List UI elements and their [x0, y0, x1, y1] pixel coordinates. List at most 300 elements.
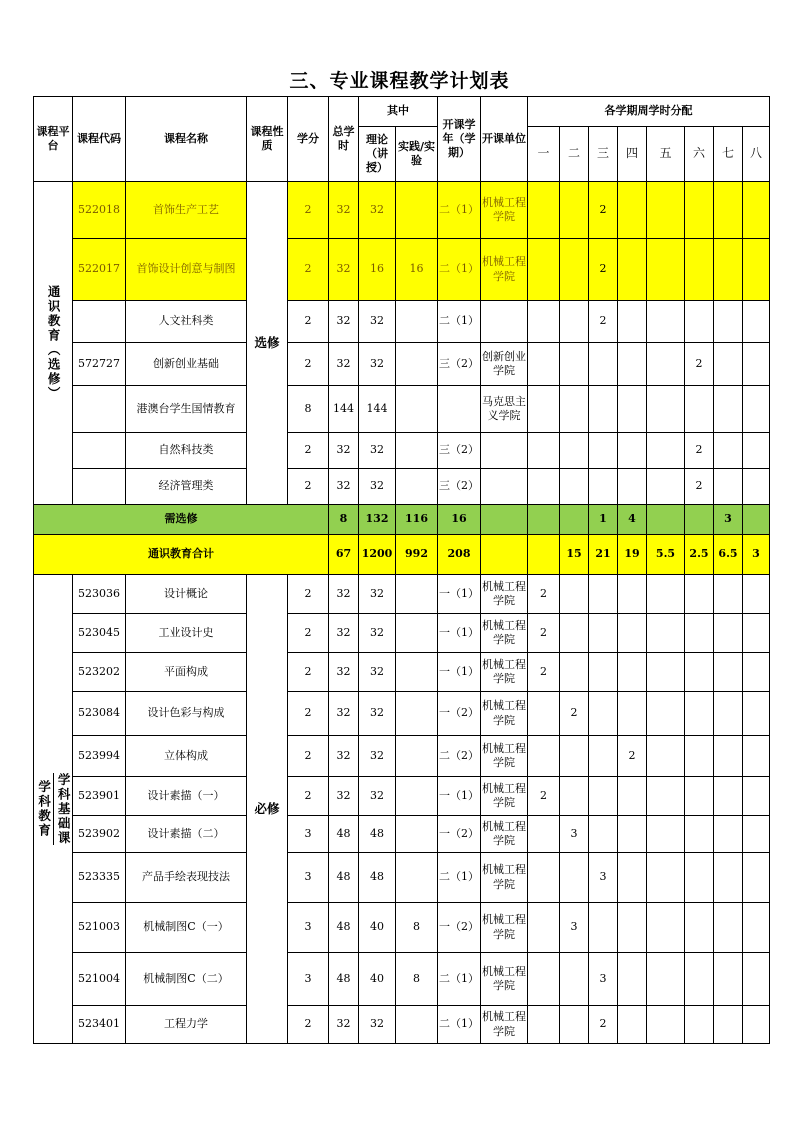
course-total-hours: 32 [329, 614, 359, 653]
term-hours-4 [618, 953, 647, 1006]
term-hours-8 [743, 239, 770, 301]
term-hours-2: 3 [560, 816, 589, 853]
term-hours-5 [647, 903, 685, 953]
term-hours-7 [714, 301, 743, 343]
term-hours-6 [685, 653, 714, 692]
term-hours-2 [560, 386, 589, 433]
term-hours-6 [685, 239, 714, 301]
course-name: 设计素描（一） [126, 777, 247, 816]
course-code: 523902 [73, 816, 126, 853]
course-code: 523036 [73, 575, 126, 614]
term-hours-6 [685, 386, 714, 433]
term-hours-6: 2 [685, 343, 714, 386]
course-code [73, 386, 126, 433]
course-credit: 2 [288, 182, 329, 239]
course-name: 港澳台学生国情教育 [126, 386, 247, 433]
general-total-row-term-5: 2.5 [685, 535, 714, 575]
term-hours-4 [618, 614, 647, 653]
general-total-row-label: 通识教育合计 [34, 535, 329, 575]
table-row [34, 853, 770, 903]
term-hours-7 [714, 692, 743, 736]
course-theory-hours: 48 [359, 816, 396, 853]
term-hours-5 [647, 853, 685, 903]
term-hours-3 [589, 777, 618, 816]
course-name: 机械制图C（二） [126, 953, 247, 1006]
course-total-hours: 32 [329, 239, 359, 301]
course-unit: 机械工程学院 [481, 575, 528, 614]
term-hours-8 [743, 736, 770, 777]
required-elective-row-term-2: 1 [589, 505, 618, 535]
term-hours-1 [528, 386, 560, 433]
course-practice-hours [396, 853, 438, 903]
course-credit: 8 [288, 386, 329, 433]
term-hours-6 [685, 853, 714, 903]
course-practice-hours [396, 386, 438, 433]
term-hours-3 [589, 386, 618, 433]
term-hours-8 [743, 343, 770, 386]
required-elective-row-credit: 8 [329, 505, 359, 535]
term-hours-3 [589, 692, 618, 736]
term-hours-3: 2 [589, 182, 618, 239]
table-row [34, 575, 770, 614]
table-row [34, 1006, 770, 1044]
term-hours-6 [685, 736, 714, 777]
course-total-hours: 32 [329, 736, 359, 777]
course-theory-hours: 32 [359, 1006, 396, 1044]
header-credit: 学分 [288, 97, 329, 182]
term-hours-5 [647, 469, 685, 505]
general-total-row-term-4: 5.5 [647, 535, 685, 575]
course-nature: 选修 [247, 182, 288, 505]
course-theory-hours: 32 [359, 575, 396, 614]
term-hours-1: 2 [528, 614, 560, 653]
course-total-hours: 32 [329, 777, 359, 816]
course-credit: 2 [288, 433, 329, 469]
term-hours-1 [528, 816, 560, 853]
term-hours-8 [743, 816, 770, 853]
term-hours-1 [528, 239, 560, 301]
term-hours-1 [528, 953, 560, 1006]
term-hours-2: 2 [560, 692, 589, 736]
term-hours-6 [685, 903, 714, 953]
course-name: 平面构成 [126, 653, 247, 692]
term-hours-3 [589, 343, 618, 386]
course-credit: 2 [288, 614, 329, 653]
term-hours-8 [743, 386, 770, 433]
term-hours-5 [647, 614, 685, 653]
term-hours-5 [647, 343, 685, 386]
term-hours-4: 2 [618, 736, 647, 777]
term-hours-4 [618, 343, 647, 386]
course-credit: 2 [288, 777, 329, 816]
term-hours-7 [714, 614, 743, 653]
course-name: 产品手绘表现技法 [126, 853, 247, 903]
course-theory-hours: 32 [359, 343, 396, 386]
table-row [34, 239, 770, 301]
course-semester: 三（2） [438, 433, 481, 469]
header-term-6: 六 [685, 127, 714, 182]
course-credit: 2 [288, 692, 329, 736]
table-row [34, 653, 770, 692]
course-practice-hours [396, 433, 438, 469]
course-credit: 3 [288, 953, 329, 1006]
course-code: 523901 [73, 777, 126, 816]
term-hours-8 [743, 575, 770, 614]
course-semester: 一（2） [438, 692, 481, 736]
course-semester: 二（1） [438, 1006, 481, 1044]
required-elective-row-semester [481, 505, 528, 535]
required-elective-row-practice: 16 [438, 505, 481, 535]
header-platform: 课程平台 [34, 97, 73, 182]
course-unit: 马克思主义学院 [481, 386, 528, 433]
general-total-row-total: 1200 [359, 535, 396, 575]
table-row [34, 386, 770, 433]
term-hours-5 [647, 433, 685, 469]
course-credit: 3 [288, 816, 329, 853]
header-row-1 [34, 97, 770, 127]
course-code: 523045 [73, 614, 126, 653]
table-row [34, 777, 770, 816]
term-hours-8 [743, 1006, 770, 1044]
course-unit: 机械工程学院 [481, 692, 528, 736]
term-hours-3 [589, 469, 618, 505]
term-hours-6 [685, 777, 714, 816]
course-code [73, 301, 126, 343]
course-unit: 机械工程学院 [481, 182, 528, 239]
header-term-1: 一 [528, 127, 560, 182]
term-hours-4 [618, 692, 647, 736]
term-hours-2 [560, 736, 589, 777]
term-hours-8 [743, 692, 770, 736]
required-elective-row-unit [528, 505, 560, 535]
course-semester [438, 386, 481, 433]
required-elective-row-theory: 116 [396, 505, 438, 535]
term-hours-4 [618, 301, 647, 343]
term-hours-2 [560, 433, 589, 469]
course-practice-hours [396, 575, 438, 614]
term-hours-3: 2 [589, 301, 618, 343]
table-row [34, 469, 770, 505]
term-hours-4 [618, 853, 647, 903]
table-row [34, 614, 770, 653]
course-name: 工业设计史 [126, 614, 247, 653]
term-hours-3 [589, 903, 618, 953]
term-hours-1 [528, 736, 560, 777]
course-code: 522018 [73, 182, 126, 239]
required-elective-row-term-6: 3 [714, 505, 743, 535]
term-hours-1 [528, 433, 560, 469]
course-practice-hours: 16 [396, 239, 438, 301]
term-hours-6 [685, 816, 714, 853]
term-hours-1 [528, 343, 560, 386]
term-hours-2 [560, 953, 589, 1006]
course-practice-hours [396, 692, 438, 736]
course-theory-hours: 32 [359, 433, 396, 469]
term-hours-3 [589, 816, 618, 853]
course-name: 立体构成 [126, 736, 247, 777]
header-total-hours: 总学时 [329, 97, 359, 182]
course-practice-hours [396, 777, 438, 816]
course-theory-hours: 144 [359, 386, 396, 433]
term-hours-4 [618, 239, 647, 301]
header-term-3: 三 [589, 127, 618, 182]
course-total-hours: 48 [329, 816, 359, 853]
required-elective-row-term-3: 4 [618, 505, 647, 535]
term-hours-5 [647, 816, 685, 853]
course-theory-hours: 32 [359, 614, 396, 653]
term-hours-7 [714, 343, 743, 386]
course-unit: 机械工程学院 [481, 239, 528, 301]
course-credit: 3 [288, 903, 329, 953]
term-hours-6 [685, 1006, 714, 1044]
course-code: 523994 [73, 736, 126, 777]
course-name: 机械制图C（一） [126, 903, 247, 953]
header-of-which: 其中 [359, 97, 438, 127]
course-practice-hours: 8 [396, 953, 438, 1006]
course-practice-hours [396, 301, 438, 343]
course-unit [481, 469, 528, 505]
term-hours-8 [743, 182, 770, 239]
term-hours-4 [618, 386, 647, 433]
term-hours-7 [714, 777, 743, 816]
term-hours-7 [714, 433, 743, 469]
term-hours-5 [647, 953, 685, 1006]
course-name: 设计素描（二） [126, 816, 247, 853]
term-hours-2 [560, 614, 589, 653]
course-total-hours: 32 [329, 433, 359, 469]
course-practice-hours [396, 1006, 438, 1044]
term-hours-1 [528, 692, 560, 736]
term-hours-6 [685, 692, 714, 736]
course-semester: 一（1） [438, 614, 481, 653]
course-credit: 3 [288, 853, 329, 903]
term-hours-7 [714, 853, 743, 903]
term-hours-6 [685, 301, 714, 343]
term-hours-3: 2 [589, 239, 618, 301]
course-semester: 二（1） [438, 953, 481, 1006]
table-row [34, 433, 770, 469]
course-theory-hours: 32 [359, 692, 396, 736]
platform-subject [34, 575, 73, 1044]
term-hours-1 [528, 182, 560, 239]
course-unit: 创新创业学院 [481, 343, 528, 386]
table-row [34, 692, 770, 736]
course-code: 523202 [73, 653, 126, 692]
term-hours-2 [560, 239, 589, 301]
term-hours-8 [743, 853, 770, 903]
course-unit [481, 433, 528, 469]
term-hours-2 [560, 575, 589, 614]
term-hours-2 [560, 777, 589, 816]
header-term-7: 七 [714, 127, 743, 182]
header-theory: 理论（讲授） [359, 127, 396, 182]
course-total-hours: 48 [329, 953, 359, 1006]
header-term-5: 五 [647, 127, 685, 182]
course-semester: 二（1） [438, 301, 481, 343]
course-theory-hours: 32 [359, 301, 396, 343]
course-theory-hours: 32 [359, 182, 396, 239]
term-hours-3 [589, 575, 618, 614]
term-hours-2 [560, 653, 589, 692]
term-hours-7 [714, 575, 743, 614]
term-hours-1 [528, 903, 560, 953]
term-hours-4 [618, 575, 647, 614]
course-unit [481, 301, 528, 343]
term-hours-4 [618, 777, 647, 816]
term-hours-7 [714, 903, 743, 953]
term-hours-4 [618, 653, 647, 692]
course-semester: 一（2） [438, 816, 481, 853]
term-hours-3: 3 [589, 853, 618, 903]
term-hours-3: 3 [589, 953, 618, 1006]
term-hours-5 [647, 575, 685, 614]
term-hours-7 [714, 816, 743, 853]
header-semester: 开课学年（学期） [438, 97, 481, 182]
course-code [73, 469, 126, 505]
term-hours-5 [647, 692, 685, 736]
course-semester: 一（1） [438, 653, 481, 692]
course-semester: 一（1） [438, 575, 481, 614]
course-theory-hours: 32 [359, 653, 396, 692]
term-hours-1 [528, 301, 560, 343]
term-hours-6: 2 [685, 433, 714, 469]
course-name: 创新创业基础 [126, 343, 247, 386]
course-semester: 三（2） [438, 469, 481, 505]
required-elective-row-term-7 [743, 505, 770, 535]
term-hours-8 [743, 777, 770, 816]
term-hours-1: 2 [528, 777, 560, 816]
term-hours-1 [528, 853, 560, 903]
table-row [34, 953, 770, 1006]
term-hours-4 [618, 1006, 647, 1044]
table-row [34, 343, 770, 386]
term-hours-7 [714, 653, 743, 692]
header-nature: 课程性质 [247, 97, 288, 182]
term-hours-4 [618, 816, 647, 853]
term-hours-8 [743, 433, 770, 469]
header-term-8: 八 [743, 127, 770, 182]
course-theory-hours: 32 [359, 777, 396, 816]
page-title: 三、专业课程教学计划表 [289, 70, 510, 92]
course-theory-hours: 16 [359, 239, 396, 301]
term-hours-7 [714, 239, 743, 301]
term-hours-8 [743, 653, 770, 692]
platform-subject-label: 学科教育 [34, 773, 54, 846]
course-name: 设计概论 [126, 575, 247, 614]
term-hours-5 [647, 653, 685, 692]
header-weekly: 各学期周学时分配 [528, 97, 770, 127]
term-hours-8 [743, 614, 770, 653]
term-hours-8 [743, 469, 770, 505]
term-hours-1: 2 [528, 653, 560, 692]
course-code: 523335 [73, 853, 126, 903]
term-hours-6: 2 [685, 469, 714, 505]
term-hours-2 [560, 182, 589, 239]
general-total-row-credit: 67 [329, 535, 359, 575]
term-hours-3 [589, 614, 618, 653]
course-credit: 2 [288, 239, 329, 301]
term-hours-7 [714, 386, 743, 433]
table-row [34, 182, 770, 239]
table-row [34, 903, 770, 953]
term-hours-4 [618, 182, 647, 239]
course-practice-hours [396, 653, 438, 692]
term-hours-3 [589, 653, 618, 692]
term-hours-2 [560, 469, 589, 505]
course-unit: 机械工程学院 [481, 816, 528, 853]
course-credit: 2 [288, 301, 329, 343]
course-practice-hours: 8 [396, 903, 438, 953]
general-total-row-term-1: 15 [560, 535, 589, 575]
course-code [73, 433, 126, 469]
course-theory-hours: 48 [359, 853, 396, 903]
general-total-row-theory: 992 [396, 535, 438, 575]
term-hours-5 [647, 1006, 685, 1044]
required-elective-row-term-5 [685, 505, 714, 535]
term-hours-6 [685, 575, 714, 614]
term-hours-7 [714, 469, 743, 505]
general-total-row-term-7: 3 [743, 535, 770, 575]
term-hours-5 [647, 736, 685, 777]
course-unit: 机械工程学院 [481, 853, 528, 903]
course-total-hours: 144 [329, 386, 359, 433]
course-code: 572727 [73, 343, 126, 386]
general-total-row-term-6: 6.5 [714, 535, 743, 575]
course-unit: 机械工程学院 [481, 777, 528, 816]
term-hours-7 [714, 1006, 743, 1044]
course-practice-hours [396, 816, 438, 853]
general-total-row-term-2: 21 [589, 535, 618, 575]
course-code: 523084 [73, 692, 126, 736]
course-nature: 必修 [247, 575, 288, 1044]
term-hours-3: 2 [589, 1006, 618, 1044]
course-total-hours: 32 [329, 301, 359, 343]
term-hours-3 [589, 433, 618, 469]
term-hours-2 [560, 343, 589, 386]
course-name: 首饰设计创意与制图 [126, 239, 247, 301]
table-row [34, 736, 770, 777]
course-semester: 二（1） [438, 239, 481, 301]
course-total-hours: 32 [329, 343, 359, 386]
course-practice-hours [396, 343, 438, 386]
course-name: 人文社科类 [126, 301, 247, 343]
course-unit: 机械工程学院 [481, 903, 528, 953]
course-total-hours: 32 [329, 653, 359, 692]
course-theory-hours: 32 [359, 469, 396, 505]
course-credit: 2 [288, 736, 329, 777]
term-hours-5 [647, 182, 685, 239]
course-semester: 二（2） [438, 736, 481, 777]
course-semester: 三（2） [438, 343, 481, 386]
course-total-hours: 48 [329, 853, 359, 903]
term-hours-5 [647, 777, 685, 816]
term-hours-5 [647, 239, 685, 301]
term-hours-2: 3 [560, 903, 589, 953]
term-hours-8 [743, 301, 770, 343]
term-hours-5 [647, 386, 685, 433]
course-total-hours: 32 [329, 182, 359, 239]
header-code: 课程代码 [73, 97, 126, 182]
course-credit: 2 [288, 1006, 329, 1044]
course-credit: 2 [288, 343, 329, 386]
required-elective-row-total: 132 [359, 505, 396, 535]
course-name: 首饰生产工艺 [126, 182, 247, 239]
term-hours-4 [618, 903, 647, 953]
course-plan-table [33, 96, 770, 1044]
term-hours-6 [685, 614, 714, 653]
course-unit: 机械工程学院 [481, 1006, 528, 1044]
course-semester: 一（2） [438, 903, 481, 953]
